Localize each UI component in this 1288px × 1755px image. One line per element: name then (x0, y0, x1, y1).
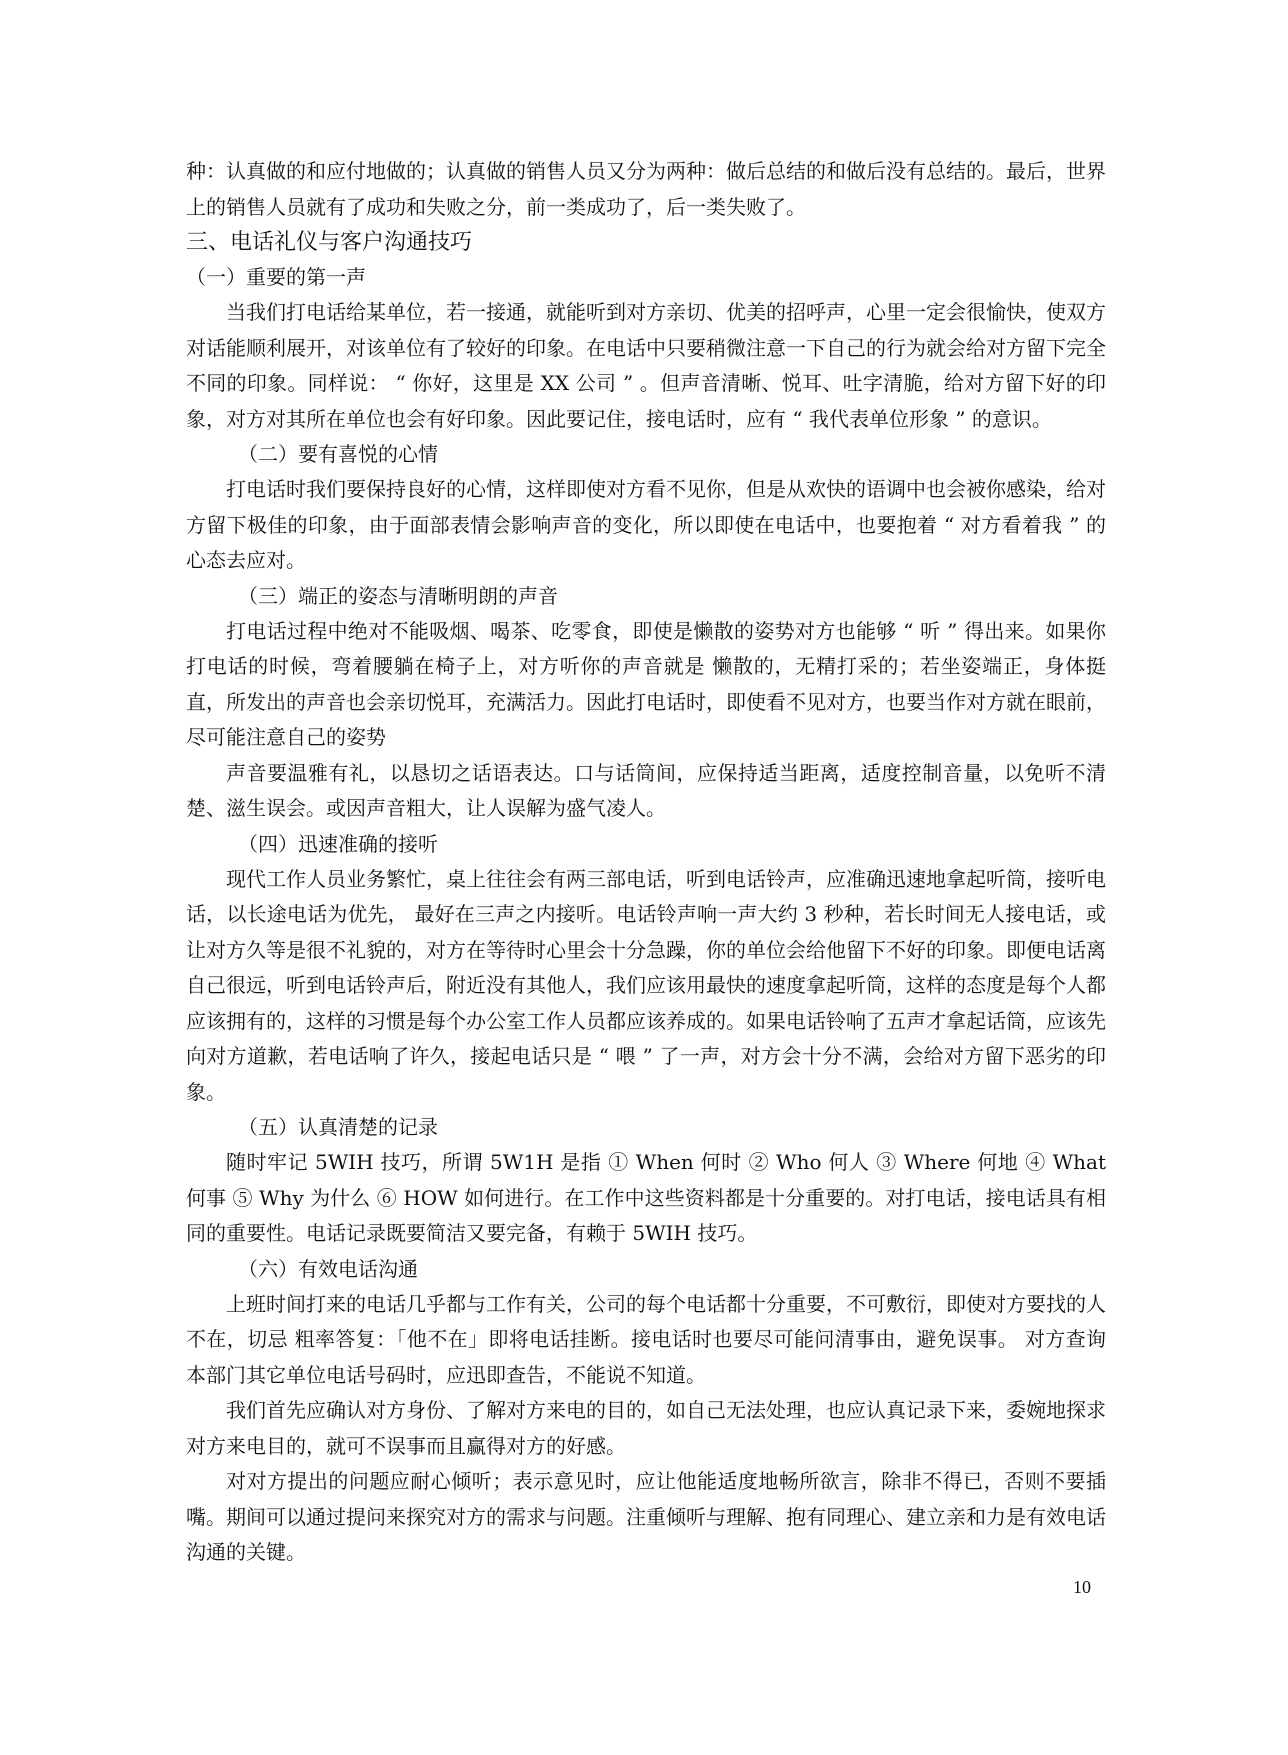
paragraph: 上班时间打来的电话几乎都与工作有关，公司的每个电话都十分重要，不可敷衍，即使对方要找的人不在，切忌 粗率答复：「他不在」即将电话挂断。接电话时也要尽可能问清事由，避免误事。 对方查询本部门其它单位电话号码时，应迅即查告，不能说不知道。 (186, 1291, 1106, 1387)
paragraph: 当我们打电话给某单位，若一接通，就能听到对方亲切、优美的招呼声，心里一定会很愉快，使双方对话能顺利展开，对该单位有了较好的印象。在电话中只要稍微注意一下自己的行为就会给对方留下完全不同的印象。同样说： “ 你好，这里是 XX 公司 ” 。但声音清晰、悦耳、吐字清脆，给对方留下好的印象，对方对其所在单位也会有好印象。因此要记住，接电话时，应有 “ 我代表单位形象 ” 的意识。 (186, 300, 1106, 431)
section-heading: 三、电话礼仪与客户沟通技巧 (186, 230, 473, 255)
subsection-heading: （五）认真清楚的记录 (238, 1115, 438, 1139)
paragraph: 随时牢记 5WIH 技巧，所谓 5W1H 是指 ① When 何时 ② Who 何人 ③ Where 何地 ④ What 何事 ⑤ Why 为什么 ⑥ HOW 如何进行。在工作中这些资料都是十分重要的。对打电话，接电话具有相同的重要性。电话记录既要简洁又要完备，有赖于 5WIH 技巧。 (186, 1150, 1106, 1245)
paragraph: 声音要温雅有礼，以恳切之话语表达。口与话筒间，应保持适当距离，适度控制音量，以免听不清楚、滋生误会。或因声音粗大，让人误解为盛气凌人。 (186, 760, 1106, 820)
subsection-heading: （二）要有喜悦的心情 (238, 442, 438, 466)
paragraph: 现代工作人员业务繁忙，桌上往往会有两三部电话，听到电话铃声，应准确迅速地拿起听筒，接听电话，以长途电话为优先， 最好在三声之内接听。电话铃声响一声大约 3 秒种，若长时间无人接电话，或让对方久等是很不礼貌的，对方在等待时心里会十分急躁，你的单位会给他留下不好的印象。即便电话离自己很远，听到电话铃声后，附近没有其他人，我们应该用最快的速度拿起听筒，这样的态度是每个人都应该拥有的，这样的习惯是每个办公室工作人员都应该养成的。如果电话铃响了五声才拿起话筒，应该先向对方道歉，若电话响了许久，接起电话只是 “ 喂 ” 了一声，对方会十分不满，会给对方留下恶劣的印象。 (186, 866, 1106, 1104)
paragraph: 对对方提出的问题应耐心倾听；表示意见时，应让他能适度地畅所欲言，除非不得已，否则不要插嘴。期间可以通过提问来探究对方的需求与问题。注重倾听与理解、抱有同理心、建立亲和力是有效电话沟通的关键。 (186, 1469, 1106, 1564)
paragraph: 打电话时我们要保持良好的心情，这样即使对方看不见你，但是从欢快的语调中也会被你感染，给对方留下极佳的印象，由于面部表情会影响声音的变化，所以即使在电话中，也要抱着 “ 对方看着我 ” 的心态去应对。 (186, 477, 1106, 572)
subsection-heading: （四）迅速准确的接听 (238, 831, 438, 856)
paragraph-continuation: 种：认真做的和应付地做的；认真做的销售人员又分为两种：做后总结的和做后没有总结的。最后，世界上的销售人员就有了成功和失败之分，前一类成功了，后一类失败了。 (186, 159, 1106, 219)
subsection-heading: （六）有效电话沟通 (238, 1256, 418, 1281)
subsection-heading: （一）重要的第一声 (186, 265, 366, 289)
paragraph: 打电话过程中绝对不能吸烟、喝茶、吃零食，即使是懒散的姿势对方也能够 “ 听 ” 得出来。如果你打电话的时候，弯着腰躺在椅子上，对方听你的声音就是 懒散的，无精打采的；若坐姿端正，身体挺直，所发出的声音也会亲切悦耳，充满活力。因此打电话时，即使看不见对方，也要当作对方就在眼前，尽可能注意自己的姿势 (186, 618, 1106, 749)
page-number: 10 (1073, 1577, 1091, 1597)
document-body (186, 154, 1106, 1571)
subsection-heading: （三）端正的姿态与清晰明朗的声音 (238, 583, 558, 608)
paragraph: 我们首先应确认对方身份、了解对方来电的目的，如自己无法处理，也应认真记录下来，委婉地探求对方来电目的，就可不误事而且赢得对方的好感。 (186, 1398, 1106, 1458)
